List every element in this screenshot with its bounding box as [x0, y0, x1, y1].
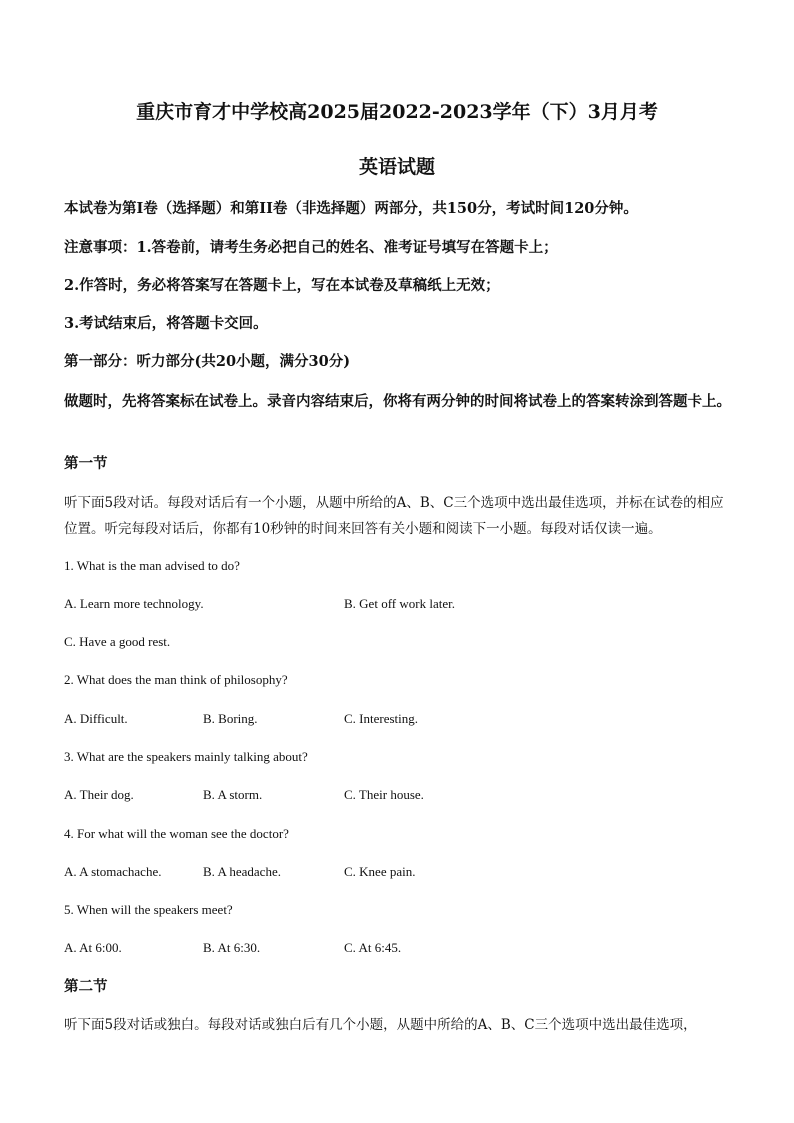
- question-options: [64, 860, 734, 884]
- option-b: B. At 6:30.: [203, 940, 261, 955]
- question-options: [64, 936, 734, 960]
- option-c: C. Their house.: [344, 787, 424, 802]
- question-stem: 4. For what will the woman see the doctor?: [64, 826, 289, 841]
- option-c: C. Interesting.: [344, 711, 419, 726]
- question-stem: 1. What is the man advised to do?: [64, 558, 240, 573]
- exam-intro: 本试卷为第I卷（选择题）和第II卷（非选择题）两部分，共150分，考试时间120分钟。: [64, 200, 638, 217]
- exam-title: 重庆市育才中学校高2025届2022-2023学年（下）3月月考: [136, 101, 658, 123]
- option-b: B. Boring.: [203, 711, 258, 726]
- section1-heading: 第一节: [64, 455, 108, 472]
- note-1: 注意事项：1.答卷前，请考生务必把自己的姓名、准考证号填写在答题卡上；: [64, 239, 558, 256]
- option-c: C. At 6:45.: [344, 940, 402, 955]
- question-options: [64, 707, 734, 731]
- question-stem: 5. When will the speakers meet?: [64, 902, 233, 917]
- option-b: B. Get off work later.: [344, 596, 455, 611]
- option-a: A. Difficult.: [64, 711, 128, 726]
- question-options: [64, 783, 734, 807]
- note-3: 3.考试结束后，将答题卡交回。: [64, 315, 268, 332]
- part1-heading: 第一部分：听力部分(共20小题，满分30分): [64, 353, 351, 370]
- option-b: B. A storm.: [203, 787, 263, 802]
- question-options: [64, 592, 734, 616]
- section2-directions: 听下面5段对话或独白。每段对话或独白后有几个小题，从题中所给的A、B、C三个选项中选出最佳选项，: [64, 1017, 697, 1033]
- option-a: A. Their dog.: [64, 787, 134, 802]
- option-c: C. Have a good rest.: [64, 634, 171, 649]
- option-a: A. At 6:00.: [64, 940, 122, 955]
- note-2: 2.作答时，务必将答案写在答题卡上，写在本试卷及草稿纸上无效；: [64, 277, 500, 294]
- question-stem: 3. What are the speakers mainly talking about?: [64, 749, 308, 764]
- exam-subtitle: 英语试题: [358, 156, 435, 178]
- section2-heading: 第二节: [64, 978, 108, 995]
- part1-directions: 做题时，先将答案标在试卷上。录音内容结束后，你将有两分钟的时间将试卷上的答案转涂到答题卡上。: [64, 393, 731, 410]
- option-c: C. Knee pain.: [344, 864, 416, 879]
- option-b: B. A headache.: [203, 864, 281, 879]
- option-a: A. A stomachache.: [64, 864, 162, 879]
- section1-directions: 听下面5段对话。每段对话后有一个小题，从题中所给的A、B、C三个选项中选出最佳选项，并标在试卷的相应位置。听完每段对话后，你都有10秒钟的时间来回答有关小题和阅读下一小题。每段对话仅读一遍。: [64, 495, 724, 537]
- option-a: A. Learn more technology.: [64, 596, 204, 611]
- question-stem: 2. What does the man think of philosophy?: [64, 672, 288, 687]
